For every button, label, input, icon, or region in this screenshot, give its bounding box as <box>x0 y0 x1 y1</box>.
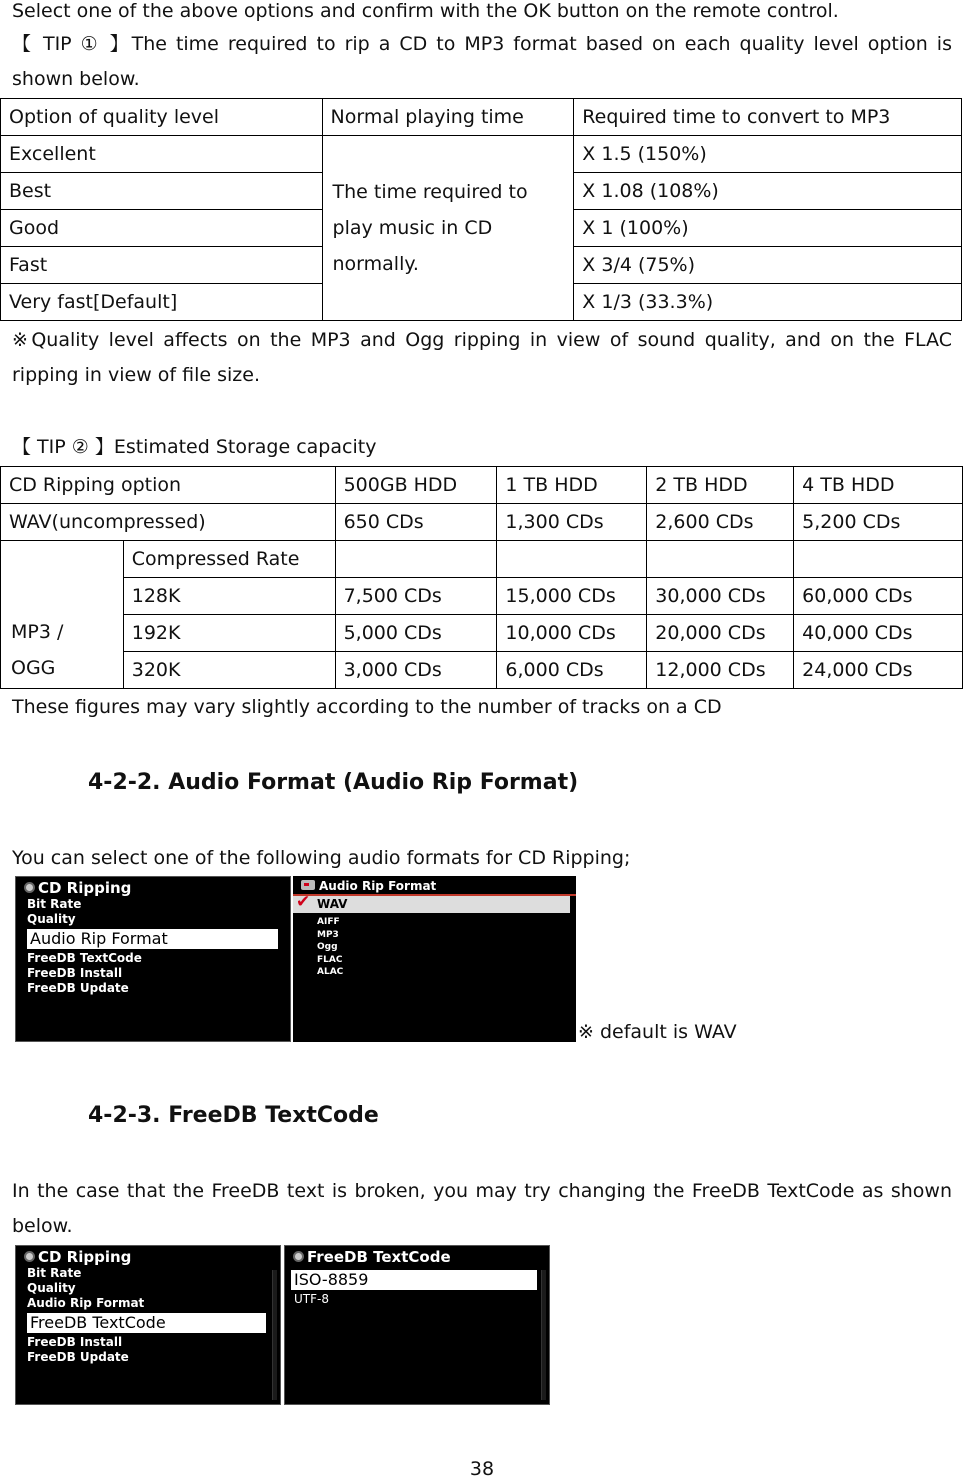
convert-time: X 3/4 (75%) <box>574 247 962 284</box>
scrollbar[interactable] <box>272 1270 277 1400</box>
header-cell: Normal playing time <box>322 99 574 136</box>
header-cell: 1 TB HDD <box>497 467 647 504</box>
textcode-option-iso-8859[interactable]: ISO-8859 <box>291 1270 537 1290</box>
disc-icon <box>24 882 35 893</box>
table-row <box>1 541 963 578</box>
quality-option: Very fast[Default] <box>1 284 323 321</box>
table-cell: 60,000 CDs <box>794 578 963 615</box>
freedb-intro: In the case that the FreeDB text is broken, you may try changing the FreeDB TextCode as shown below. <box>12 1180 952 1237</box>
audio-format-intro: You can select one of the following audio formats for CD Ripping; <box>12 847 631 869</box>
quality-option: Fast <box>1 247 323 284</box>
table-cell: 5,200 CDs <box>794 504 963 541</box>
table-row <box>1 504 963 541</box>
table-row <box>1 136 962 173</box>
table-cell: Compressed Rate <box>123 541 335 578</box>
table-cell: 192K <box>123 615 335 652</box>
menu-item-freedb-textcode[interactable]: FreeDB TextCode <box>27 1313 266 1333</box>
menu-item-bit-rate[interactable]: Bit Rate <box>27 1266 82 1280</box>
cd-ripping-menu-screen-2 <box>15 1245 281 1405</box>
table-cell: 5,000 CDs <box>335 615 497 652</box>
table-row <box>1 578 963 615</box>
table-cell <box>647 541 794 578</box>
menu-item-freedb-textcode[interactable]: FreeDB TextCode <box>27 951 142 965</box>
header-cell: 500GB HDD <box>335 467 497 504</box>
scrollbar[interactable] <box>541 1270 546 1400</box>
check-icon: ✔ <box>296 892 311 912</box>
menu-item-audio-rip-format[interactable]: Audio Rip Format <box>27 929 278 949</box>
format-option-aiff[interactable]: AIFF <box>317 917 340 927</box>
header-cell: 2 TB HDD <box>647 467 794 504</box>
intro-line: Select one of the above options and confirm with the OK button on the remote control. <box>12 0 839 22</box>
menu-item-freedb-update[interactable]: FreeDB Update <box>27 981 129 995</box>
table-cell: 6,000 CDs <box>497 652 647 689</box>
header-cell: CD Ripping option <box>1 467 336 504</box>
disc-icon <box>24 1251 35 1262</box>
quality-option: Excellent <box>1 136 323 173</box>
page-number: 38 <box>469 1458 495 1476</box>
menu-item-audio-rip-format[interactable]: Audio Rip Format <box>27 1296 145 1310</box>
table-cell: 10,000 CDs <box>497 615 647 652</box>
table-cell: 1,300 CDs <box>497 504 647 541</box>
menu-list <box>27 897 278 996</box>
quality-option: Good <box>1 210 323 247</box>
convert-time: X 1/3 (33.3%) <box>574 284 962 321</box>
section-heading-freedb-textcode: 4-2-3. FreeDB TextCode <box>88 1103 379 1128</box>
format-option-alac[interactable]: ALAC <box>317 967 344 977</box>
storage-capacity-table <box>0 466 963 689</box>
quality-time-table <box>0 98 962 321</box>
header-cell: 4 TB HDD <box>794 467 963 504</box>
table-cell: 15,000 CDs <box>497 578 647 615</box>
table-cell: 20,000 CDs <box>647 615 794 652</box>
convert-time: X 1.08 (108%) <box>574 173 962 210</box>
table-cell: 3,000 CDs <box>335 652 497 689</box>
table-cell: 24,000 CDs <box>794 652 963 689</box>
textcode-option-utf-8[interactable]: UTF-8 <box>294 1292 329 1306</box>
menu-item-freedb-update[interactable]: FreeDB Update <box>27 1350 129 1364</box>
storage-footnote: These figures may vary slightly according to the number of tracks on a CD <box>12 696 722 718</box>
default-note: ※ default is WAV <box>578 1021 737 1043</box>
screen-title: FreeDB TextCode <box>293 1248 451 1266</box>
screen-title: Audio Rip Format <box>301 879 436 893</box>
normal-playing-time: The time required to play music in CD normally. <box>322 136 574 321</box>
table-cell <box>794 541 963 578</box>
table-cell <box>335 541 497 578</box>
hdd-icon <box>301 880 315 890</box>
table-cell: 7,500 CDs <box>335 578 497 615</box>
menu-item-quality[interactable]: Quality <box>27 1281 76 1295</box>
table-cell: 12,000 CDs <box>647 652 794 689</box>
convert-time: X 1.5 (150%) <box>574 136 962 173</box>
table-cell: 650 CDs <box>335 504 497 541</box>
menu-item-freedb-install[interactable]: FreeDB Install <box>27 966 123 980</box>
table-cell <box>497 541 647 578</box>
textcode-list <box>291 1268 537 1307</box>
table-header-row <box>1 467 963 504</box>
header-cell: Option of quality level <box>1 99 323 136</box>
format-option-mp3[interactable]: MP3 <box>317 929 339 940</box>
menu-item-freedb-install[interactable]: FreeDB Install <box>27 1335 123 1349</box>
audio-rip-format-screen <box>293 876 576 1042</box>
table-cell: WAV(uncompressed) <box>1 504 336 541</box>
table-cell: 40,000 CDs <box>794 615 963 652</box>
table-cell: 30,000 CDs <box>647 578 794 615</box>
quality-option: Best <box>1 173 323 210</box>
tip1-text: 【 TIP ① 】The time required to rip a CD to MP3 format based on each quality level option is shown below. <box>12 33 952 90</box>
convert-time: X 1 (100%) <box>574 210 962 247</box>
format-list <box>293 892 570 979</box>
table-cell: 2,600 CDs <box>647 504 794 541</box>
table-cell: 320K <box>123 652 335 689</box>
cd-ripping-menu-screen <box>15 876 291 1042</box>
header-cell: Required time to convert to MP3 <box>574 99 962 136</box>
menu-item-quality[interactable]: Quality <box>27 912 76 926</box>
menu-item-bit-rate[interactable]: Bit Rate <box>27 897 82 911</box>
tip2-title: 【 TIP ② 】Estimated Storage capacity <box>12 436 377 458</box>
disc-icon <box>293 1251 304 1262</box>
table-cell: 128K <box>123 578 335 615</box>
table-row <box>1 652 963 689</box>
table-row <box>1 615 963 652</box>
menu-list <box>27 1266 266 1365</box>
format-option-flac[interactable]: FLAC <box>317 954 343 965</box>
screen-title: CD Ripping <box>24 1248 131 1266</box>
section-heading-audio-format: 4-2-2. Audio Format (Audio Rip Format) <box>88 770 579 795</box>
freedb-textcode-screen <box>284 1245 550 1405</box>
quality-note: ※Quality level affects on the MP3 and Ogg ripping in view of sound quality, and on the FLAC ripping in view of file size. <box>12 329 952 386</box>
mp3-ogg-label: MP3 / OGG <box>1 541 124 689</box>
table-header-row <box>1 99 962 136</box>
screen-title: CD Ripping <box>24 879 131 897</box>
format-option-wav[interactable]: ✔ WAV <box>293 896 570 913</box>
format-option-ogg[interactable]: Ogg <box>317 942 338 952</box>
